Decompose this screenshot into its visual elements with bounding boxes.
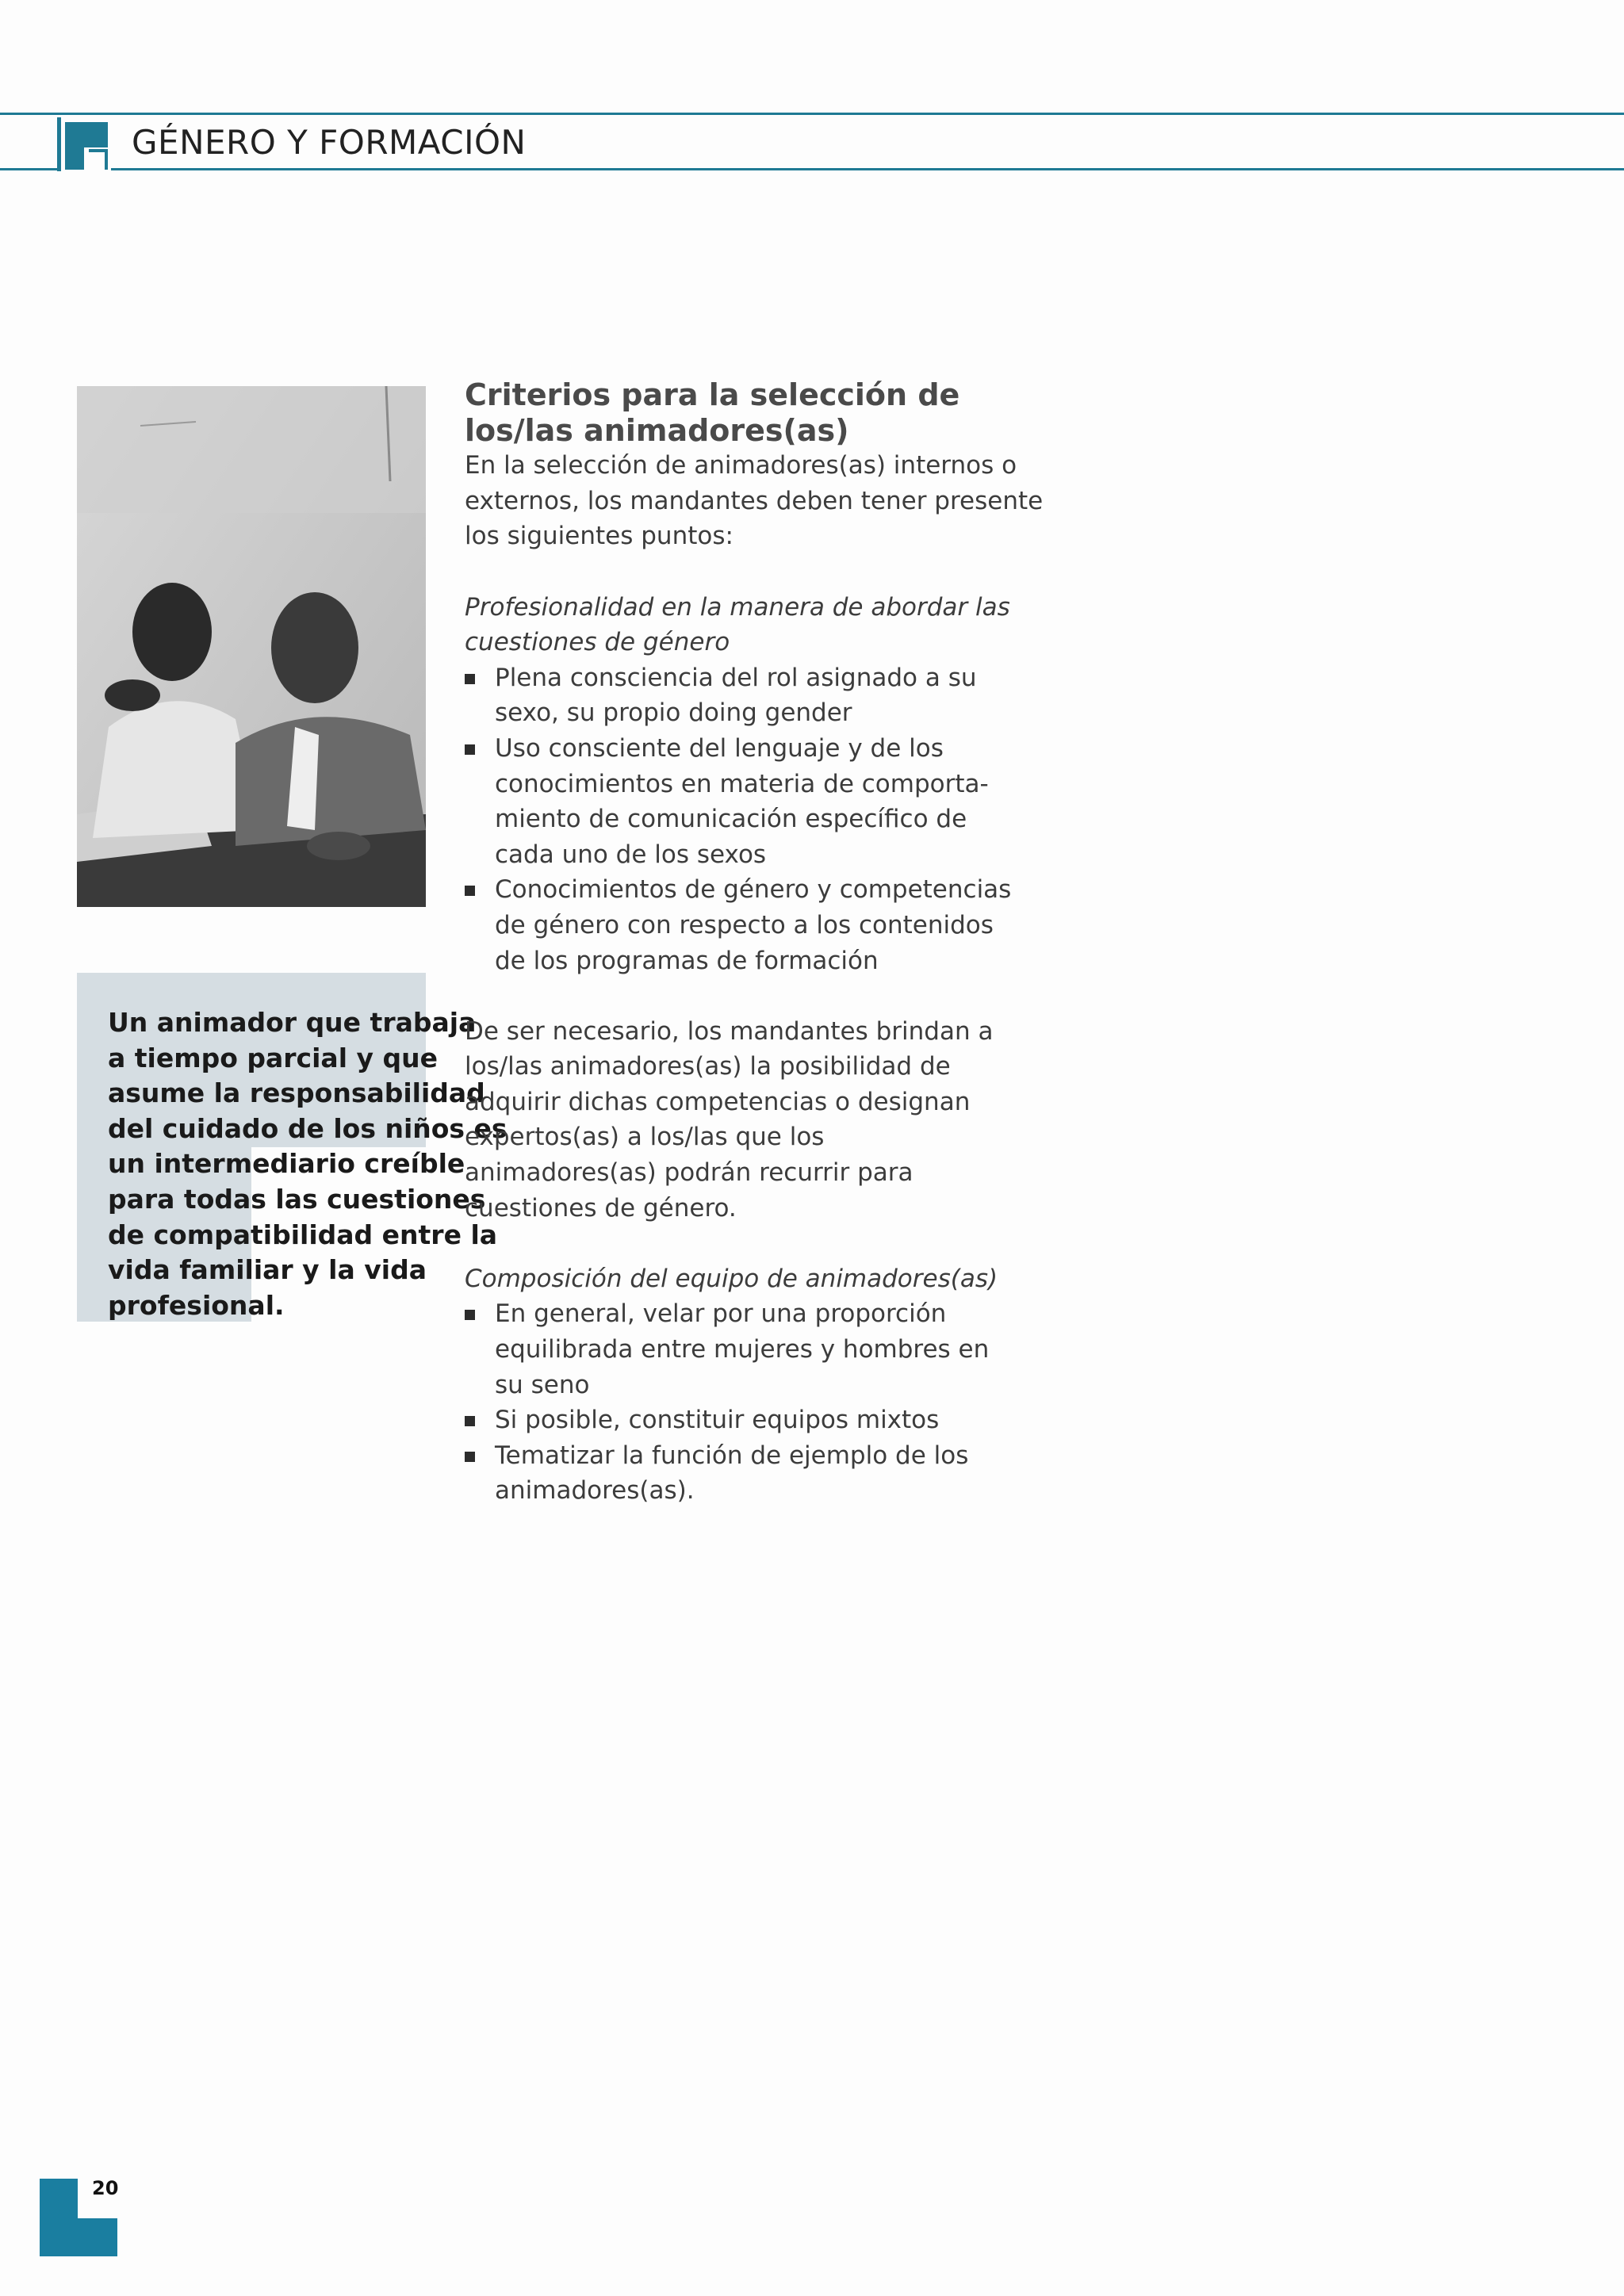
quote-line: vida familiar y la vida: [108, 1254, 427, 1286]
header-rule-bottom: [0, 168, 1624, 170]
running-header-title: GÉNERO Y FORMACIÓN: [132, 123, 527, 162]
section-heading: [465, 377, 1020, 448]
quote-line: para todas las cuestiones: [108, 1183, 486, 1215]
list-item: Si posible, constituir equipos mixtos: [465, 1402, 1020, 1438]
paragraph-line: expertos(as) a los/las que los: [465, 1123, 825, 1152]
bullet-square-icon: [465, 744, 475, 755]
page-number: 20: [92, 2177, 119, 2199]
photo-two-men-seated-icon: [77, 386, 426, 907]
quote-line: de compatibilidad entre la: [108, 1219, 498, 1250]
section-logo-icon: [57, 117, 111, 171]
paragraph-line: los/las animadores(as) la posibilidad de: [465, 1052, 951, 1081]
paragraph-line: cuestiones de género.: [465, 1193, 737, 1223]
heading-line: los/las animadores(as): [465, 412, 849, 448]
paragraph-line: adquirir dichas competencias o designan: [465, 1087, 971, 1116]
quote-line: un intermediario creíble: [108, 1148, 465, 1180]
subsection-title: Profesionalidad en la manera de abordar las: [465, 592, 1010, 622]
intro-line: En la selección de animadores(as) internos o: [465, 451, 1017, 480]
list-item: Conocimientos de género y competencias de género con respecto a los contenidos de los programas de formación: [465, 872, 1020, 978]
bullet-square-icon: [465, 886, 475, 896]
list-item: Tematizar la función de ejemplo de los animadores(as).: [465, 1438, 1020, 1509]
main-content: [465, 377, 1044, 1509]
bullet-square-icon: [465, 1452, 475, 1462]
quote-line: asume la responsabilidad: [108, 1077, 485, 1109]
bullet-square-icon: [465, 674, 475, 684]
sidebar-quote: [108, 1005, 508, 1323]
subsection-title: cuestiones de género: [465, 628, 730, 657]
list-item: Plena consciencia del rol asignado a su sexo, su propio doing gender: [465, 660, 1020, 731]
header-rule-top: [0, 113, 1624, 115]
body-text: [465, 448, 1044, 1509]
bullet-square-icon: [465, 1416, 475, 1426]
intro-line: externos, los mandantes deben tener presente: [465, 486, 1044, 515]
subsection-title: Composición del equipo de animadores(as): [465, 1264, 998, 1293]
heading-line: Criterios para la selección de: [465, 377, 960, 412]
paragraph-line: animadores(as) podrán recurrir para: [465, 1158, 914, 1188]
list-item: Uso consciente del lenguaje y de los conocimientos en materia de comporta- miento de comunicación específico de cada uno de los sexos: [465, 731, 1020, 872]
intro-line: los siguientes puntos:: [465, 522, 733, 551]
list-item: En general, velar por una proporción equilibrada entre mujeres y hombres en su seno: [465, 1296, 1020, 1402]
quote-line: a tiempo parcial y que: [108, 1042, 438, 1073]
quote-line: del cuidado de los niños es: [108, 1112, 508, 1144]
quote-line: Un animador que trabaja: [108, 1007, 477, 1038]
quote-line: profesional.: [108, 1289, 285, 1321]
paragraph-line: De ser necesario, los mandantes brindan a: [465, 1016, 994, 1046]
bullet-square-icon: [465, 1310, 475, 1320]
